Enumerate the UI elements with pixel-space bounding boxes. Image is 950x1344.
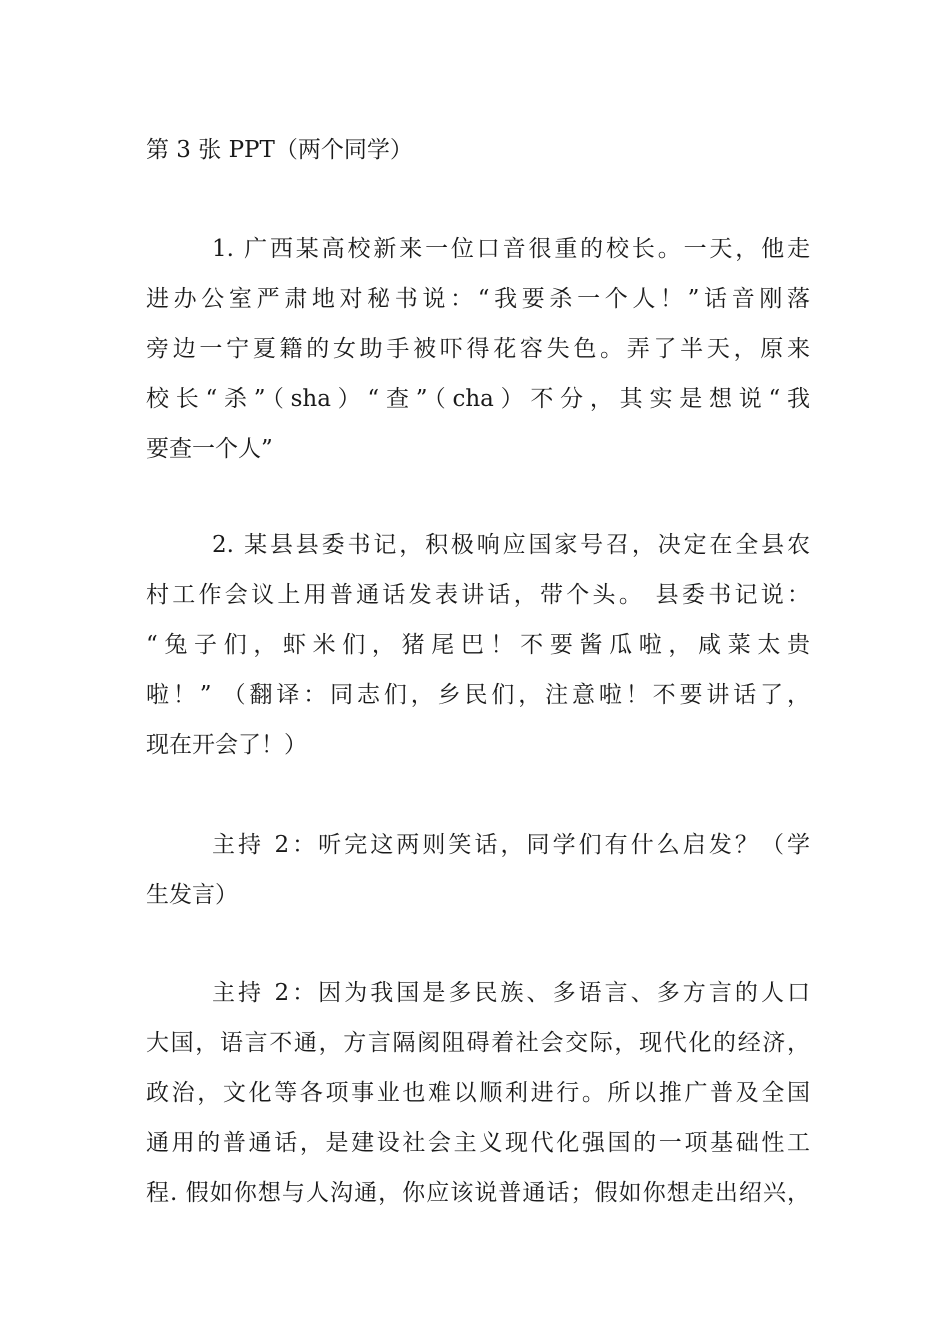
paragraph-line: 啦！” （翻译：同志们，乡民们，注意啦！不要讲话了，	[146, 682, 810, 708]
paragraph-host-explanation	[146, 968, 810, 1218]
paragraph-line: 2. 某县县委书记，积极响应国家号召，决定在全县农	[212, 532, 810, 558]
paragraph-line: 程. 假如你想与人沟通，你应该说普通话；假如你想走出绍兴，	[146, 1180, 810, 1206]
paragraph-line: 村工作会议上用普通话发表讲话，带个头。 县委书记说：	[146, 582, 810, 608]
paragraph-line: 主持 2：因为我国是多民族、多语言、多方言的人口	[212, 980, 810, 1006]
paragraph-line: 旁边一宁夏籍的女助手被吓得花容失色。弄了半天，原来	[146, 336, 810, 362]
paragraph-joke-2	[146, 520, 810, 770]
paragraph-host-question	[146, 820, 810, 920]
paragraph-line: 通用的普通话，是建设社会主义现代化强国的一项基础性工	[146, 1130, 810, 1156]
paragraph-line: 主持 2：听完这两则笑话，同学们有什么启发？（学	[212, 832, 810, 858]
paragraph-line: 校长“杀”（sha）“查”（cha）不分，其实是想说“我	[146, 386, 810, 412]
paragraph-line: 进办公室严肃地对秘书说：“我要杀一个人！”话音刚落	[146, 286, 810, 312]
paragraph-joke-1	[146, 224, 810, 474]
paragraph-line: 政治，文化等各项事业也难以顺利进行。所以推广普及全国	[146, 1080, 810, 1106]
paragraph-line: 现在开会了！）	[146, 732, 307, 758]
paragraph-line: “兔子们，虾米们，猪尾巴！不要酱瓜啦，咸菜太贵	[146, 632, 810, 658]
paragraph-line: 要查一个人”	[146, 436, 273, 462]
paragraph-line: 大国，语言不通，方言隔阂阻碍着社会交际，现代化的经济，	[146, 1030, 810, 1056]
paragraph-line: 1. 广西某高校新来一位口音很重的校长。一天，他走	[212, 236, 810, 262]
paragraph-line: 生发言）	[146, 882, 238, 908]
slide-heading: 第 3 张 PPT（两个同学）	[146, 137, 413, 163]
